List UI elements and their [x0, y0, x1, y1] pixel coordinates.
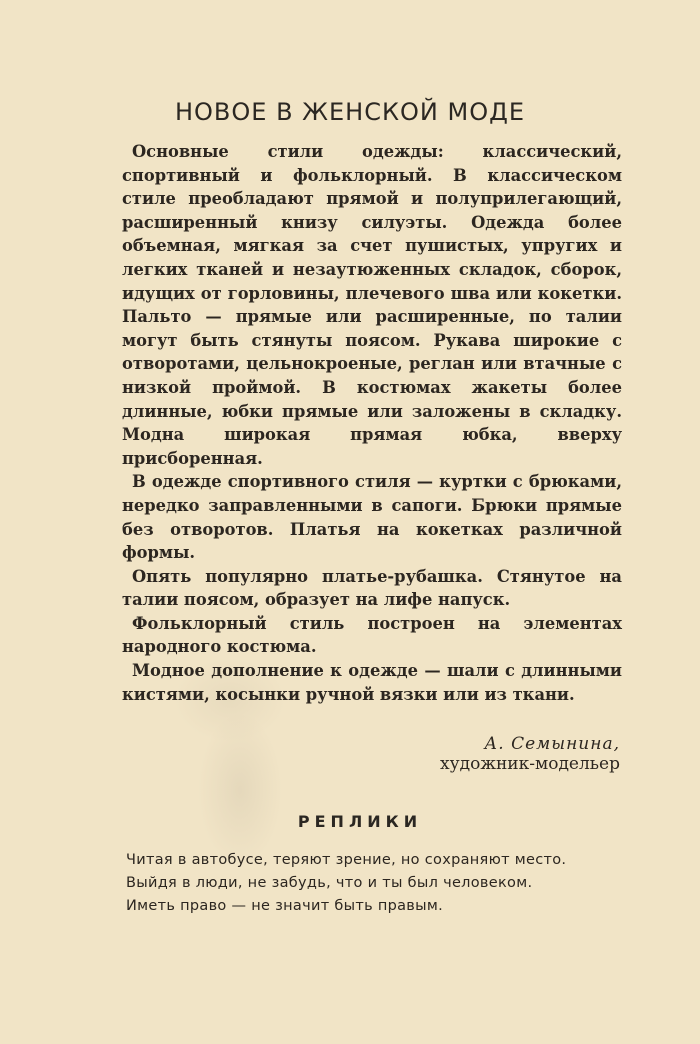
author-role: художник-модельер [440, 754, 620, 774]
article-paragraph: Опять популярно платье-рубашка. Стянутое на талии поясом, образует на лифе напуск. [122, 566, 622, 610]
remark-item: Читая в автобусе, теряют зрение, но сохраняют место. [126, 852, 567, 868]
article-paragraph: В одежде спортивного стиля — куртки с брюками, нередко заправленными в сапоги. Брюки прямые без отворотов. Платья на кокетках различной формы. [122, 472, 622, 563]
remark-item: Иметь право — не значит быть правым. [126, 898, 444, 914]
remarks-list [126, 850, 620, 917]
author-name: А. Семынина, [484, 734, 620, 754]
article-body [122, 140, 622, 706]
remarks-title: РЕПЛИКИ [297, 812, 423, 831]
article-paragraph: Основные стили одежды: классический, спортивный и фольклорный. В классическом стиле преобладают прямой и полуприлегающий, расширенный книзу силуэты. Одежда более объемная, мягкая за счет пушистых, упругих и легких тканей и незаутюженных складок, сборок, идущих от горловины, плечевого шва или кокетки. Пальто — прямые или расширенные, по талии могут быть стянуты поясом. Рукава широкие с отворотами, цельнокроеные, реглан или втачные с низкой проймой. В костюмах жакеты более длинные, юбки прямые или заложены в складку. Модна широкая прямая юбка, вверху присборенная. [122, 142, 622, 468]
article-title: НОВОЕ В ЖЕНСКОЙ МОДЕ [174, 98, 526, 126]
remark-item: Выйдя в люди, не забудь, что и ты был человеком. [126, 875, 533, 891]
article-paragraph: Фольклорный стиль построен на элементах народного костюма. [122, 613, 622, 657]
article-paragraph: Модное дополнение к одежде — шали с длинными кистями, косынки ручной вязки или из ткани. [122, 661, 622, 704]
